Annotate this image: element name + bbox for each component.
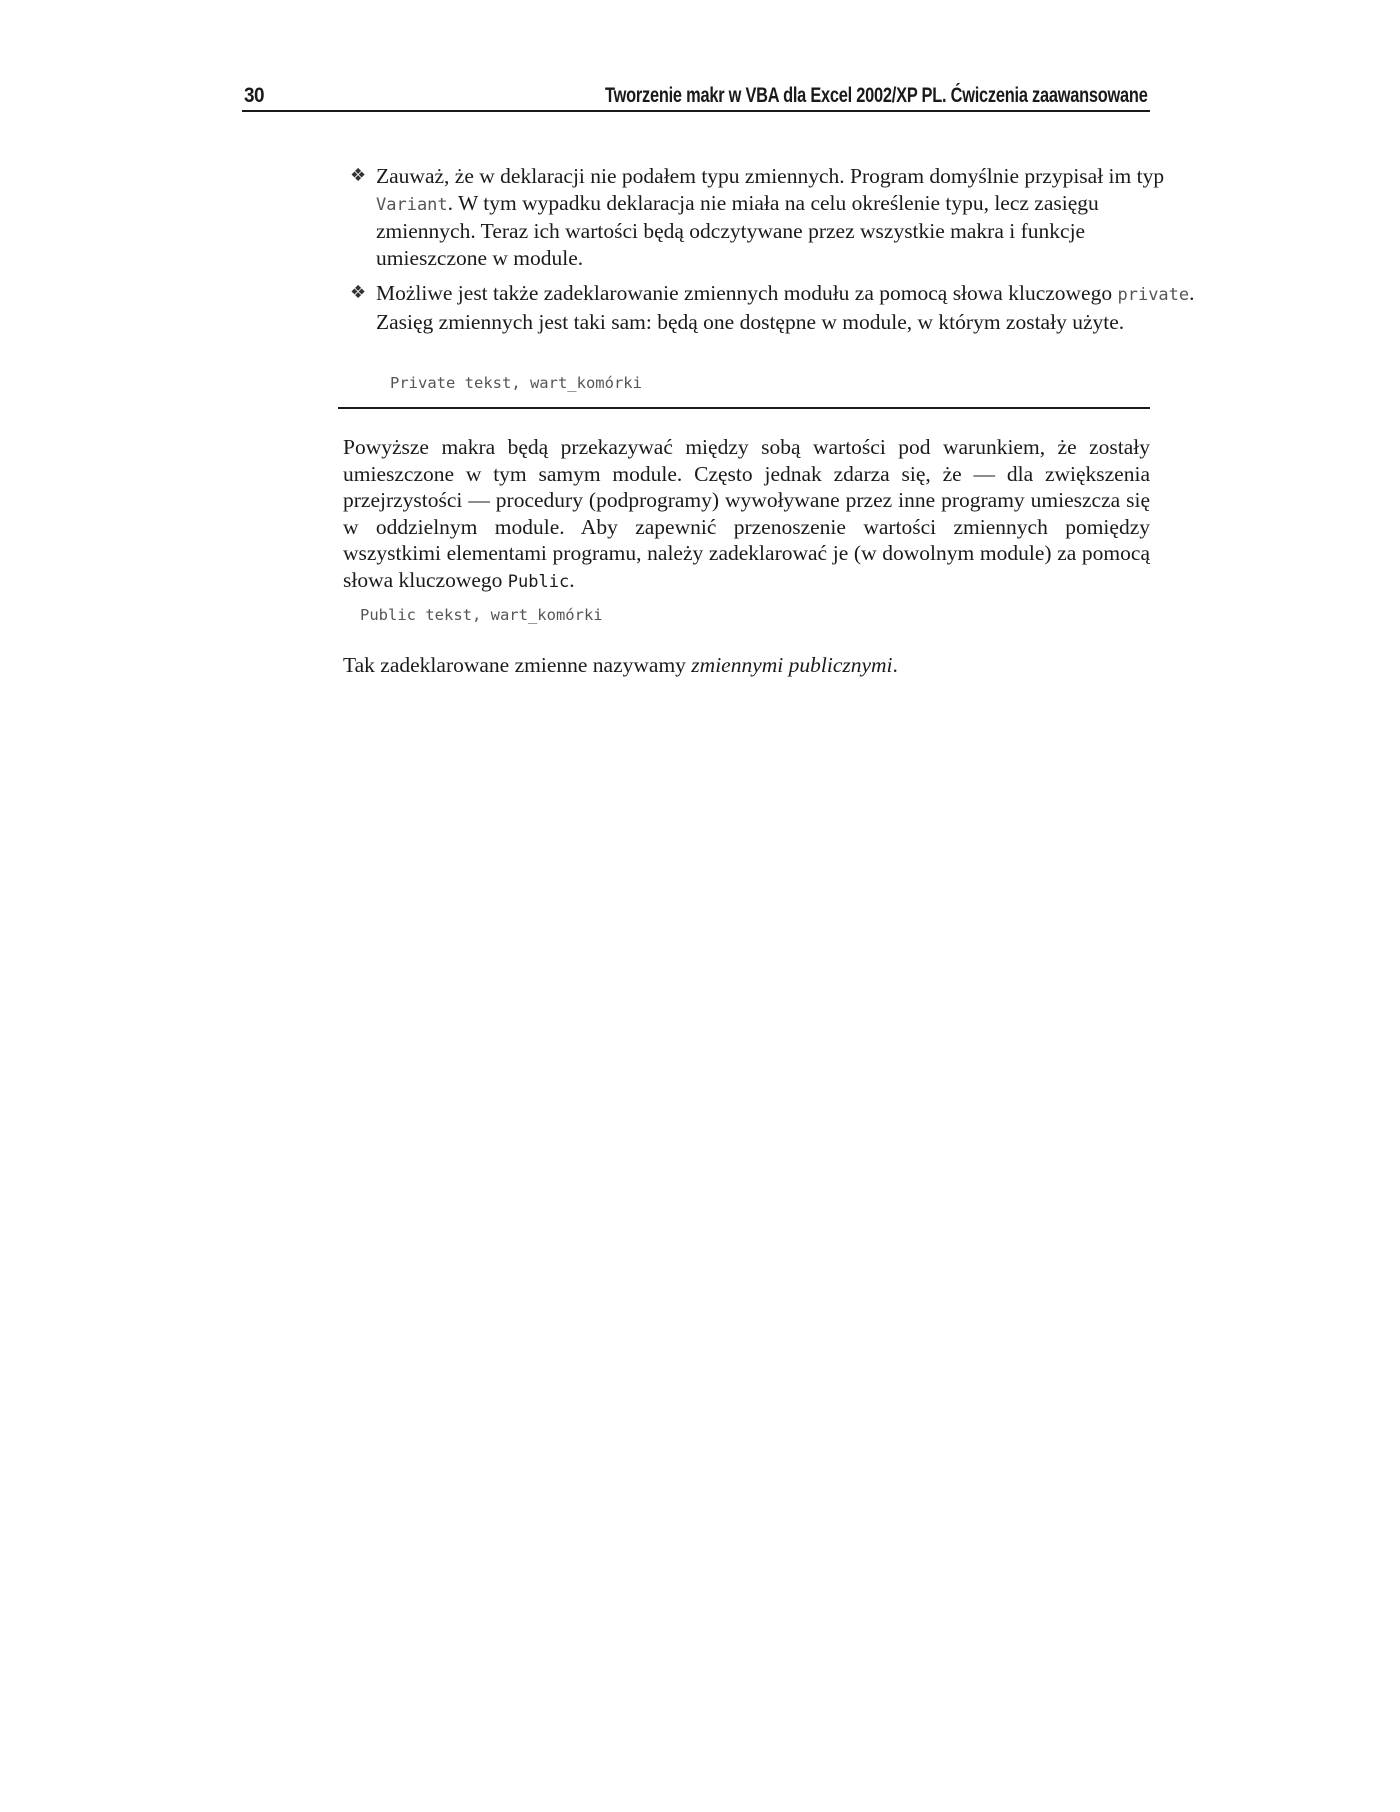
bullet-text-end: . W tym wypadku deklaracja nie miała na celu określenie typu, lecz zasięgu zmiennych. Teraz ich wartości będą odczytywane przez wszystkie makra i funkcje umieszczone w module.: [376, 190, 1099, 270]
code-block-public: Public tekst, wart_komórki: [360, 606, 603, 624]
closing-paragraph: [343, 652, 1150, 679]
bullet-text-end: . Zasięg zmiennych jest taki sam: będą one dostępne w module, w którym zostały użyte.: [376, 281, 1195, 334]
paragraph-end: .: [892, 653, 898, 677]
paragraph-text: Powyższe makra będą przekazywać między sobą wartości pod warunkiem, że zostały umieszczone w tym samym module. Często jednak zdarza się, że — dla zwiększenia przejrzystości — procedury (podprogramy) wywoływane przez inne programy umieszcza się w oddzielnym module. Aby zapewnić przenoszenie wartości zmiennych pomiędzy wszystkimi elementami programu, należy zadeklarować je (w dowolnym module) za pomocą słowa kluczowego: [343, 435, 1150, 592]
diamond-bullet-icon: ❖: [350, 282, 367, 303]
bullet-text-start: Zauważ, że w deklaracji nie podałem typu zmiennych. Program domyślnie przypisał im typ: [376, 164, 1165, 188]
bullet-item: [338, 163, 1196, 271]
code-block-private: Private tekst, wart_komórki: [390, 374, 642, 392]
inline-code: private: [1117, 285, 1190, 305]
page-header: [242, 84, 1150, 112]
bullet-item: [338, 280, 1196, 335]
bullet-text-start: Możliwe jest także zadeklarowanie zmiennych modułu za pomocą słowa kluczowego: [376, 281, 1118, 305]
paragraph-end: .: [569, 567, 575, 592]
emphasized-term: zmiennymi publicznymi: [691, 653, 893, 677]
inline-code: Public: [507, 571, 570, 592]
inline-code: Variant: [376, 194, 448, 215]
note-box: [338, 163, 1195, 409]
paragraph-text: Tak zadeklarowane zmienne nazywamy: [343, 653, 692, 677]
diamond-bullet-icon: ❖: [350, 165, 367, 186]
page-number: 30: [244, 84, 265, 107]
body-paragraph: [343, 434, 1150, 595]
running-title: Tworzenie makr w VBA dla Excel 2002/XP PL. Ćwiczenia zaawansowane: [605, 84, 1148, 107]
